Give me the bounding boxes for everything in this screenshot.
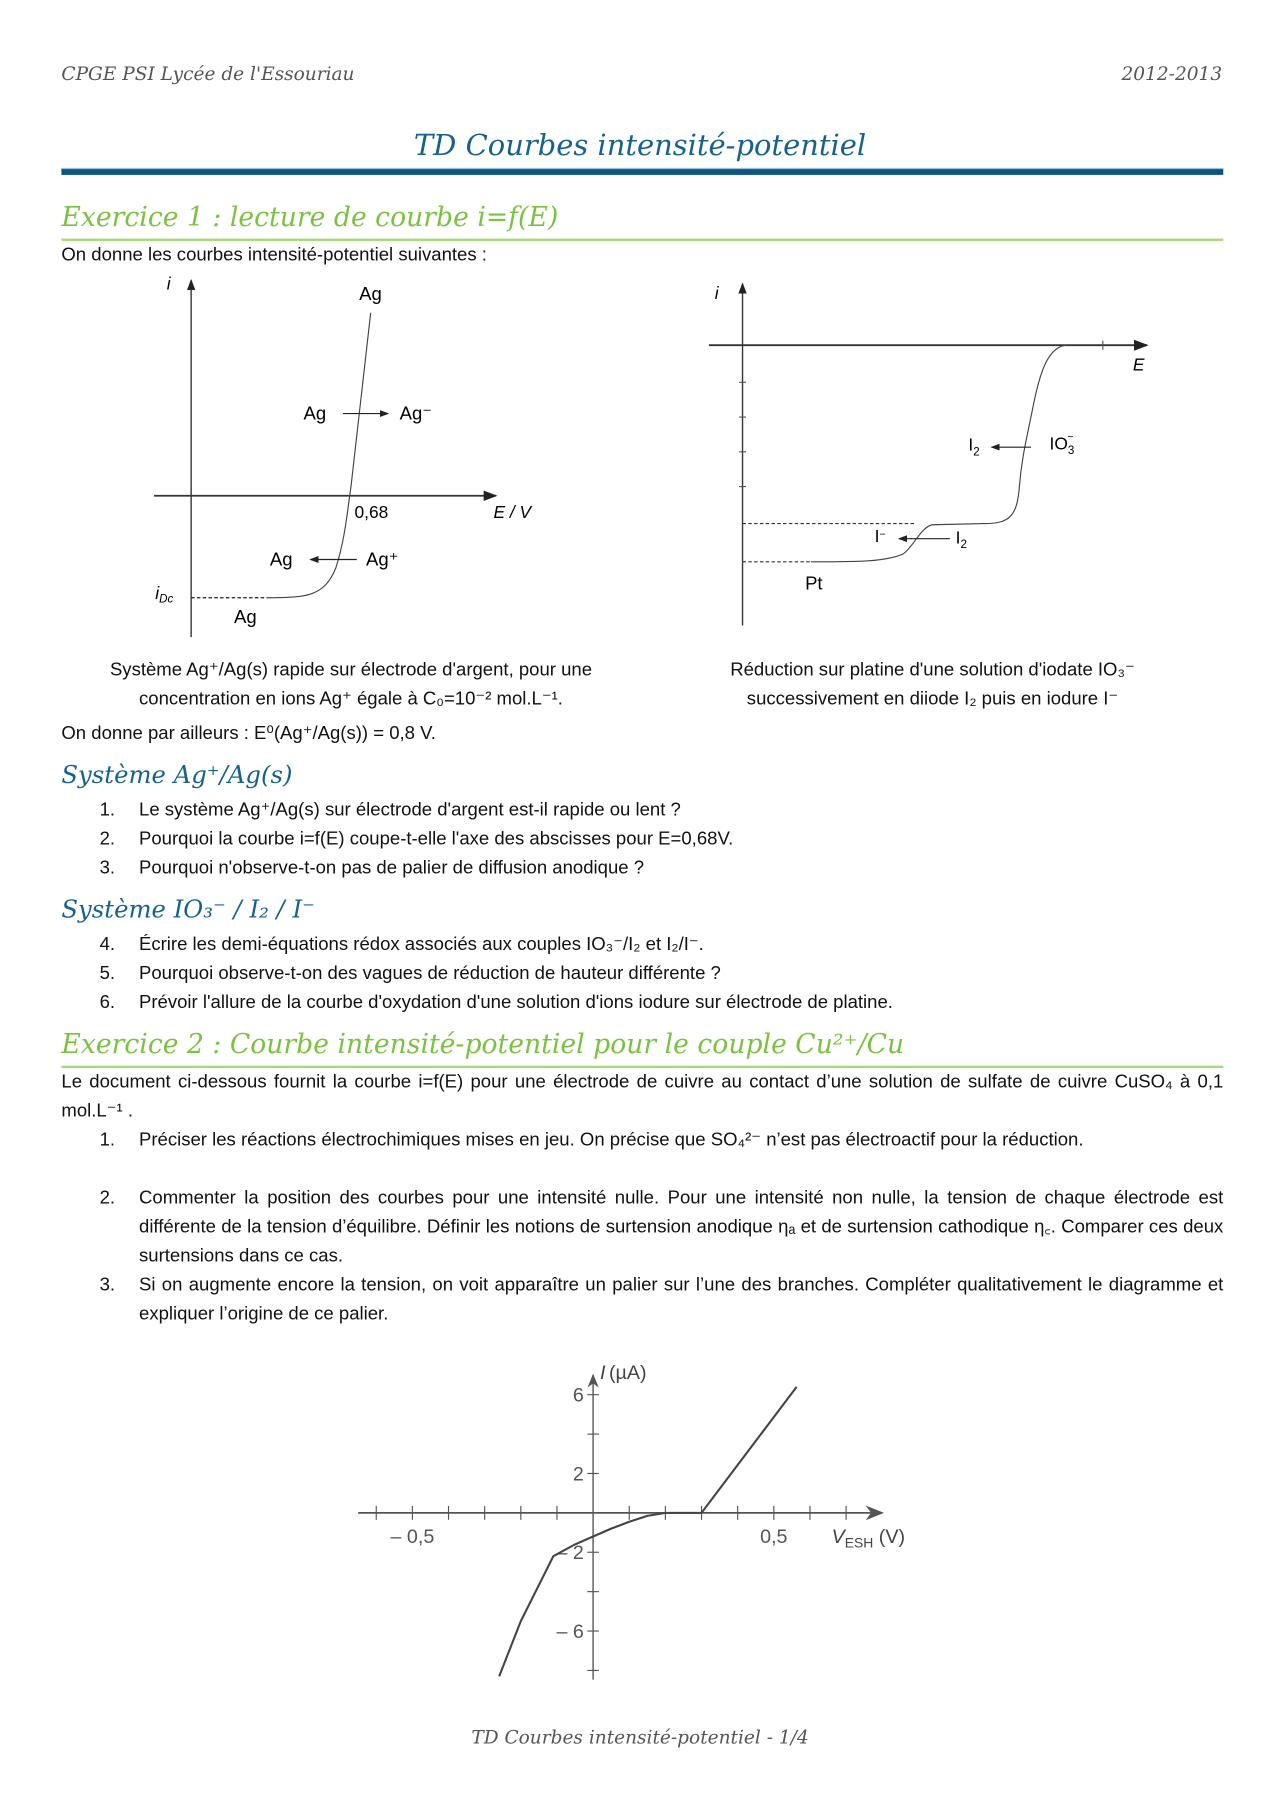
label-red-right: Ag⁺ <box>366 548 399 570</box>
y-axis-unit: (µA) <box>609 1361 647 1384</box>
label-ag-top: Ag <box>359 283 382 305</box>
subheading-iodate-system: Système IO₃⁻ / I₂ / I⁻ <box>61 895 315 924</box>
question-item: 3. Si on augmente encore la tension, on voit apparaître un palier sur l’une des branches. Compléter qualitativement le diagramme et expliquer l’origine de ce palier. <box>99 1275 1224 1325</box>
label-io3: $IO_3-$ <box>1049 432 1075 458</box>
header-year: 2012-2013 <box>1121 62 1223 85</box>
label-platinum: Pt <box>805 572 823 594</box>
header-school: CPGE PSI Lycée de l'Essouriau <box>61 62 355 85</box>
x-axis-label: $V_{ESH}$ (V) <box>831 1525 906 1551</box>
label-ox-right: Ag⁻ <box>399 402 433 424</box>
question-item: 2. Pourquoi la courbe i=f(E) coupe-t-elle l'axe des abscisses pour E=0,68V. <box>99 829 734 850</box>
page-title: TD Courbes intensité-potentiel <box>413 128 867 163</box>
page-footer: TD Courbes intensité-potentiel - 1/4 <box>471 1726 809 1749</box>
x-axis-label: E / V <box>493 501 532 522</box>
caption-right <box>660 656 1204 714</box>
y-tick-label: 2 <box>572 1463 584 1486</box>
label-idc: $i_{Dc}$ <box>155 582 174 606</box>
graph-iodate-system <box>649 0 1280 649</box>
caption-right-line-1: Réduction sur platine d'une solution d'iodate IO₃⁻ <box>730 660 1135 680</box>
question-item: 6. Prévoir l'allure de la courbe d'oxydation d'une solution d'ions iodure sur électrode de platine. <box>99 992 893 1013</box>
caption-left-line-1: Système Ag⁺/Ag(s) rapide sur électrode d'argent, pour une <box>109 660 593 680</box>
caption-right-line-2: successivement en diiode I₂ puis en iodure I⁻ <box>746 689 1119 709</box>
question-item: 1. Le système Ag⁺/Ag(s) sur électrode d'argent est-il rapide ou lent ? <box>99 800 681 821</box>
iodate-curve <box>811 345 1066 562</box>
exercise-1-heading: Exercice 1 : lecture de courbe i=f(E) <box>61 202 559 233</box>
caption-left-line-2: concentration en ions Ag⁺ égale à C₀=10⁻² mol.L⁻¹. <box>139 689 563 709</box>
exercise-2-heading: Exercice 2 : Courbe intensité-potentiel pour le couple Cu²⁺/Cu <box>61 1029 905 1060</box>
x-tick-label: – 0,5 <box>390 1525 435 1548</box>
cu-current-voltage-chart <box>348 1355 927 1679</box>
question-item: 4. Écrire les demi-équations rédox associés aux couples IO₃⁻/I₂ et I₂/I⁻. <box>99 934 704 955</box>
label-i2-second: $I_2$ <box>955 527 967 551</box>
series-line <box>499 1384 796 1676</box>
y-tick-label: 6 <box>572 1384 584 1407</box>
label-ag-bottom: Ag <box>233 606 257 628</box>
subheading-ag-system: Système Ag⁺/Ag(s) <box>61 761 293 789</box>
label-ox-left: Ag <box>303 402 327 424</box>
question-item: 1. Préciser les réactions électrochimiques mises en jeu. On précise que SO₄²⁻ n’est pas électroactif pour la réduction. <box>99 1130 1084 1151</box>
caption-left <box>61 656 640 714</box>
given-potential: On donne par ailleurs : E⁰(Ag⁺/Ag(s)) = 0,8 V. <box>61 724 436 744</box>
graph-ag-system <box>0 0 649 649</box>
x-tick-label: 0,5 <box>760 1525 788 1548</box>
question-item: 5. Pourquoi observe-t-on des vagues de réduction de hauteur différente ? <box>99 963 721 984</box>
exercise-1-intro: On donne les courbes intensité-potentiel suivantes : <box>61 245 487 266</box>
y-tick-label: – 2 <box>556 1542 584 1565</box>
y-tick-label: – 6 <box>556 1620 584 1643</box>
y-axis-label: i <box>166 273 171 294</box>
label-i2: $I_2$ <box>968 434 980 459</box>
x-axis-label: E <box>1132 354 1145 375</box>
exercise-2-intro: Le document ci-dessous fournit la courbe i=f(E) pour une électrode de cuivre au contact d’une solution de sulfate de cuivre CuSO₄ à 0,1 mol.L⁻¹ . <box>61 1072 1224 1122</box>
label-red-left: Ag <box>269 548 293 570</box>
y-axis-label: i <box>714 282 719 303</box>
question-item: 3. Pourquoi n'observe-t-on pas de palier de diffusion anodique ? <box>99 858 645 879</box>
label-zero-crossing: 0,68 <box>354 501 389 522</box>
label-iodide: I− <box>874 526 886 547</box>
question-item: 2. Commenter la position des courbes pour une intensité nulle. Pour une intensité non nulle, la tension de chaque électrode est différente de la tension d’équilibre. Définir les notions de surtension anodique ηₐ et de surtension cathodique η꜀. Comparer ces deux surtensions dans ce cas. <box>99 1188 1224 1267</box>
y-axis-label: I (µA) <box>600 1361 647 1384</box>
